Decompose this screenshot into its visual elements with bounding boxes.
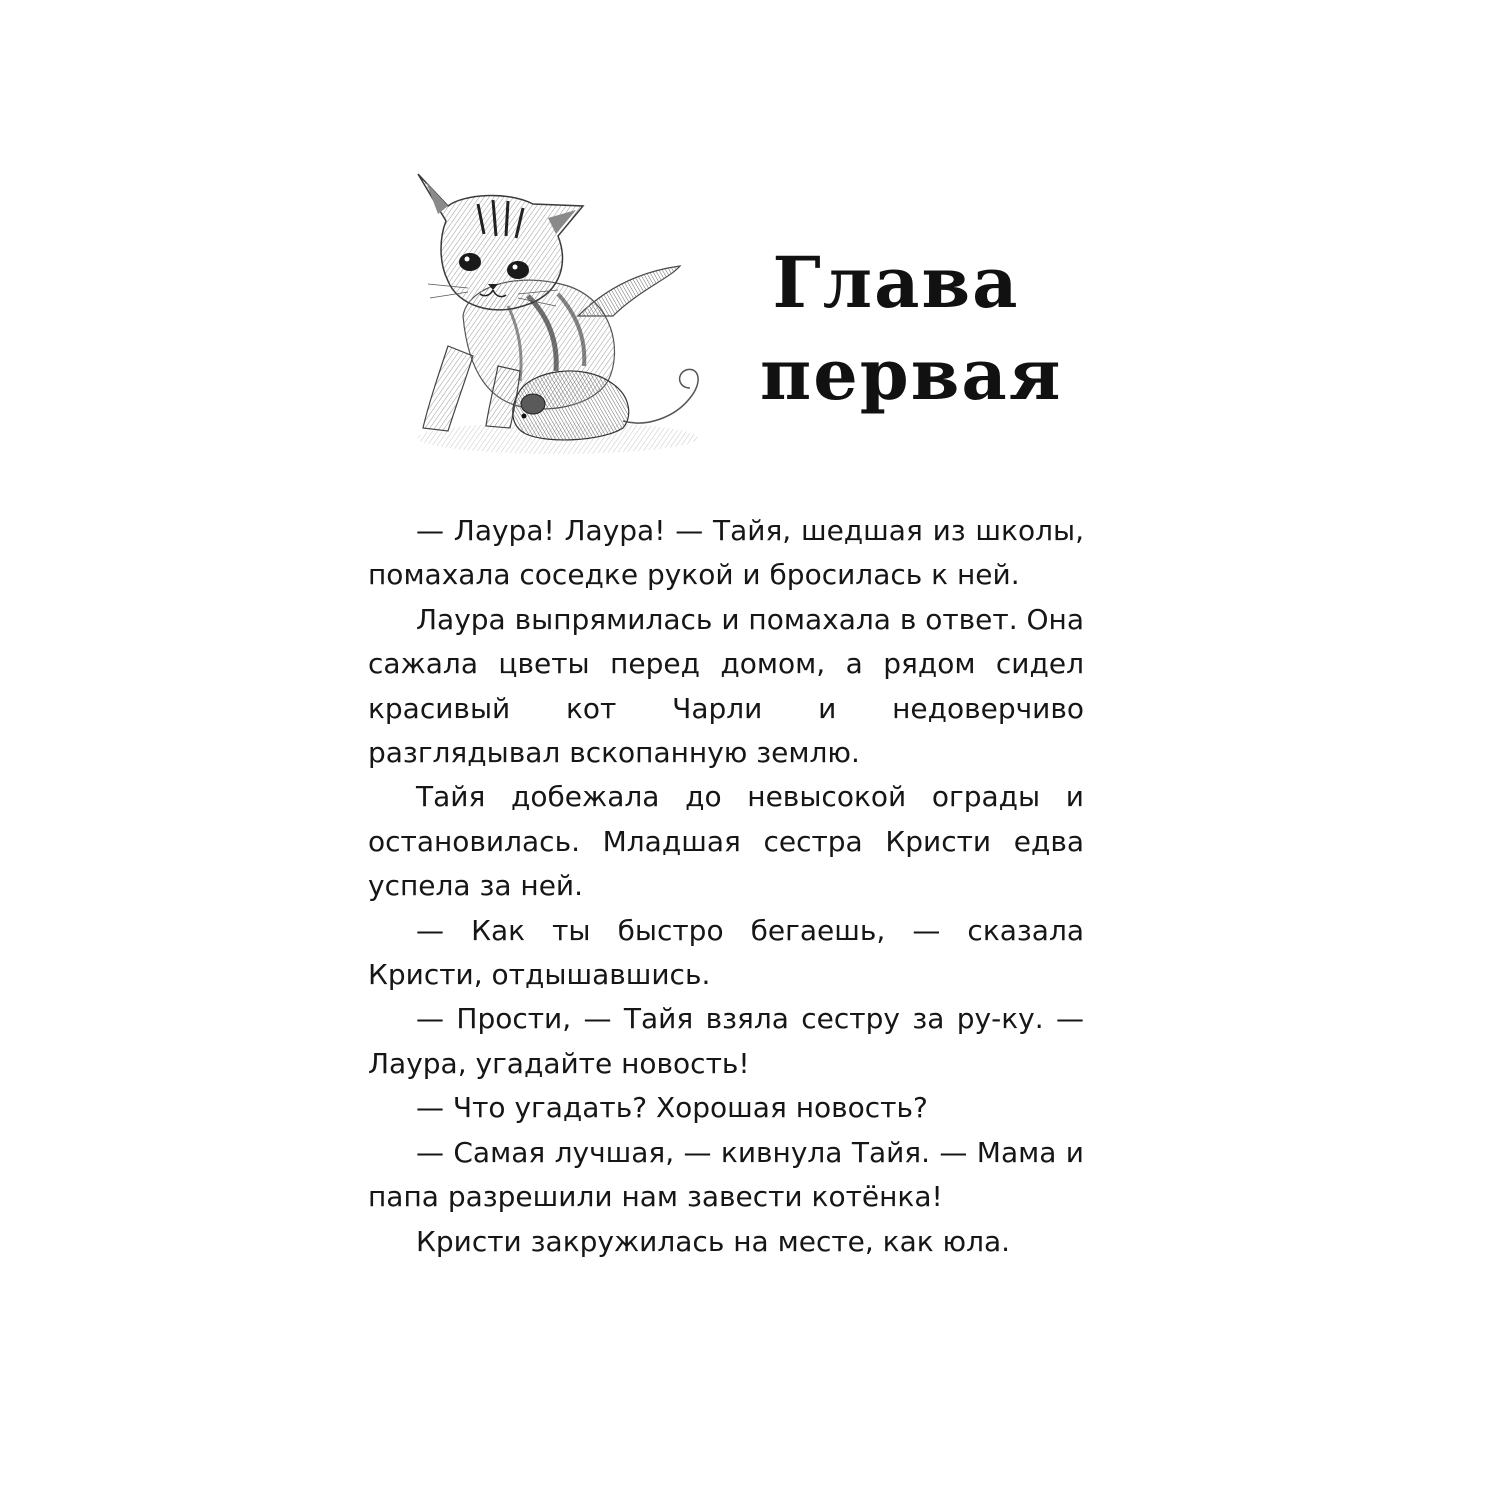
kitten-with-mouse-illustration — [408, 166, 708, 458]
paragraph: — Как ты быстро бегаешь, — сказала Кристи, отдышавшись. — [368, 913, 1084, 992]
chapter-heading — [760, 241, 1063, 432]
chapter-title-line-1: Глава — [772, 241, 1020, 324]
chapter-title-line-2: первая — [760, 333, 1063, 416]
paragraph: — Самая лучшая, — кивнула Тайя. — Мама и папа разрешили нам завести котёнка! — [368, 1135, 1084, 1214]
paragraph: Тайя добежала до невысокой ограды и остановилась. Младшая сестра Кристи едва успела за ней. — [368, 780, 1084, 903]
chapter-body-text — [368, 509, 1084, 1264]
paragraph: Кристи закружилась на месте, как юла. — [416, 1224, 1011, 1258]
paragraph: — Что угадать? Хорошая новость? — [416, 1091, 928, 1125]
paragraph: — Лаура! Лаура! — Тайя, шедшая из школы, помахала соседке рукой и бросилась к ней. — [368, 514, 1084, 592]
paragraph: — Прости, — Тайя взяла сестру за ру-ку. — Лаура, угадайте новость! — [368, 1002, 1084, 1080]
paragraph: Лаура выпрямилась и помахала в ответ. Она сажала цветы перед домом, а рядом сидел красивый кот Чарли и недоверчиво разглядывал вскопанную землю. — [368, 602, 1085, 770]
